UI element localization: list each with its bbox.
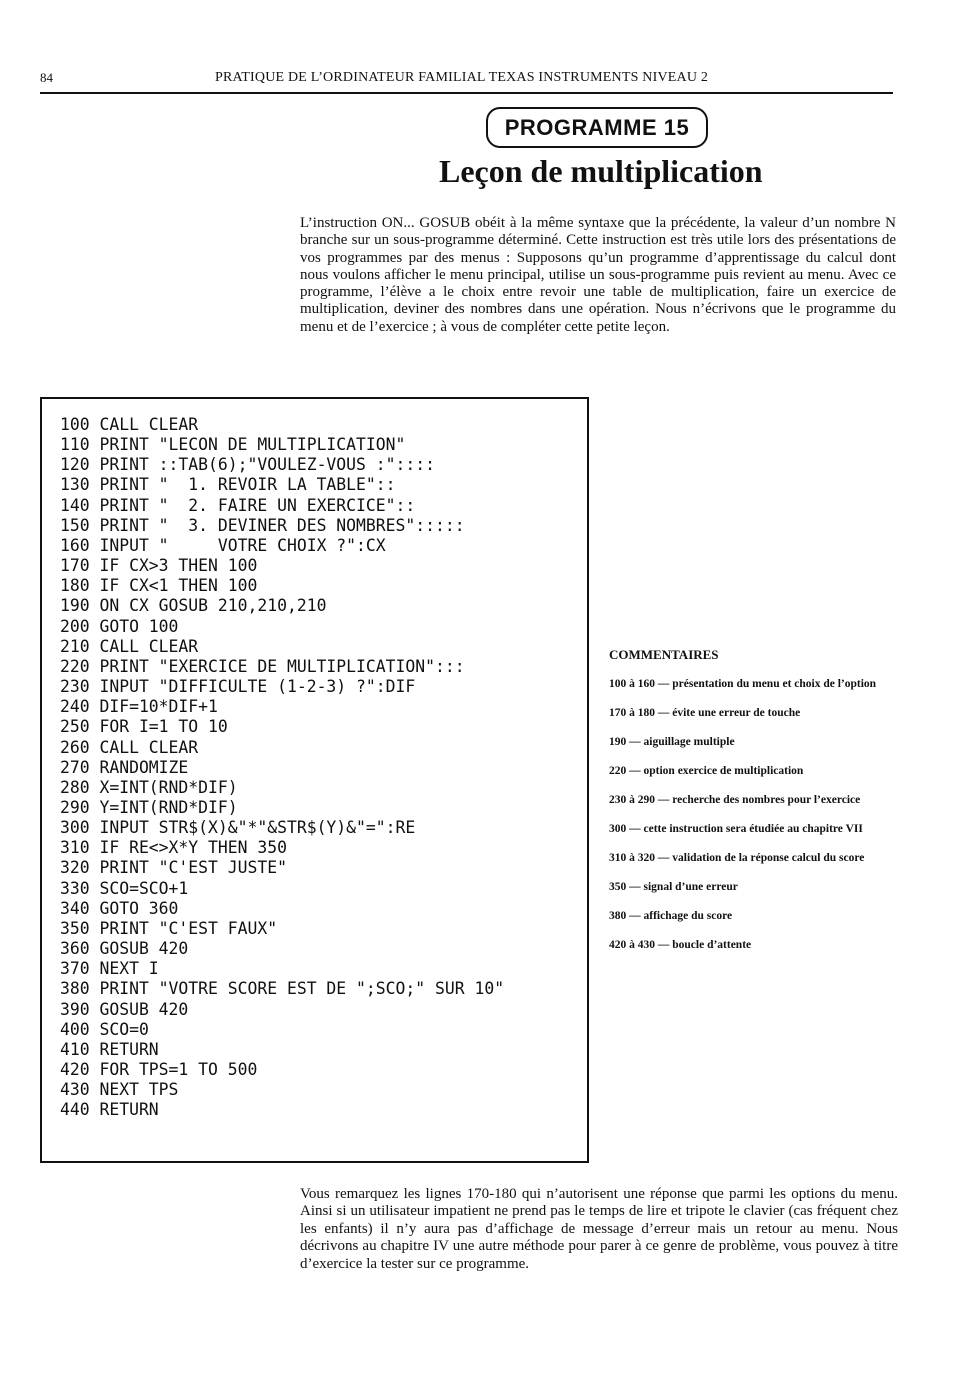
program-badge: PROGRAMME 15 xyxy=(486,107,708,148)
header-rule xyxy=(40,92,893,94)
code-line: 410 RETURN xyxy=(60,1039,159,1059)
code-line: 220 PRINT "EXERCICE DE MULTIPLICATION"::: xyxy=(60,656,465,676)
comment-item: 230 à 290 — recherche des nombres pour l’exercice xyxy=(609,794,861,806)
comment-item: 420 à 430 — boucle d’attente xyxy=(609,939,752,951)
code-line: 290 Y=INT(RND*DIF) xyxy=(60,797,238,817)
code-line: 160 INPUT " VOTRE CHOIX ?":CX xyxy=(60,535,386,555)
code-line: 330 SCO=SCO+1 xyxy=(60,878,189,898)
comment-item: 300 — cette instruction sera étudiée au chapitre VII xyxy=(609,823,863,835)
comment-item: 100 à 160 — présentation du menu et choix de l’option xyxy=(609,678,877,690)
code-line: 420 FOR TPS=1 TO 500 xyxy=(60,1060,258,1079)
page-number: 84 xyxy=(40,70,53,85)
comment-item: 220 — option exercice de multiplication xyxy=(609,765,804,777)
comments-title: COMMENTAIRES xyxy=(609,647,719,662)
code-line: 100 CALL CLEAR xyxy=(60,415,199,434)
code-line: 130 PRINT " 1. REVOIR LA TABLE":: xyxy=(60,475,396,495)
intro-paragraph: L’instruction ON... GOSUB obéit à la même syntaxe que la précédente, la valeur d’un nombre N branche sur un sous-programme déterminé. Cette instruction est très utile lors des présentations de vos programmes par des menus : Supposons qu’un programme d’apprentissage du calcul dont nous voulons afficher le menu principal, utilise un sous-programme puis revient au menu. Avec ce programme, l’élève a le choix entre revoir une table de multiplication, faire un exercice de multiplication, deviner des nombres dans une opération. Nous n’écrivons que le programme du menu et de l’exercice ; à vous de compléter cette petite leçon. xyxy=(300,215,896,335)
code-line: 250 FOR I=1 TO 10 xyxy=(60,717,228,737)
code-listing xyxy=(60,415,582,1120)
code-line: 180 IF CX<1 THEN 100 xyxy=(60,576,258,596)
code-line: 200 GOTO 100 xyxy=(60,616,179,636)
code-line: 300 INPUT STR$(X)&"*"&STR$(Y)&"=":RE xyxy=(60,818,416,838)
comment-item: 310 à 320 — validation de la réponse calcul du score xyxy=(609,852,865,864)
code-line: 430 NEXT TPS xyxy=(60,1080,179,1100)
code-line: 120 PRINT ::TAB(6);"VOULEZ-VOUS :":::: xyxy=(60,455,435,475)
comment-item: 350 — signal d’une erreur xyxy=(609,881,738,893)
code-line: 140 PRINT " 2. FAIRE UN EXERCICE":: xyxy=(60,495,416,515)
code-listing-box xyxy=(40,397,589,1163)
code-line: 190 ON CX GOSUB 210,210,210 xyxy=(60,596,327,616)
code-line: 110 PRINT "LECON DE MULTIPLICATION" xyxy=(60,435,406,455)
code-line: 170 IF CX>3 THEN 100 xyxy=(60,556,258,576)
code-line: 400 SCO=0 xyxy=(60,1019,149,1039)
code-line: 390 GOSUB 420 xyxy=(60,999,189,1019)
code-line: 270 RANDOMIZE xyxy=(60,757,189,777)
comment-item: 190 — aiguillage multiple xyxy=(609,736,735,748)
code-line: 380 PRINT "VOTRE SCORE EST DE ";SCO;" SUR 10" xyxy=(60,979,505,999)
code-line: 280 X=INT(RND*DIF) xyxy=(60,777,238,797)
closing-paragraph: Vous remarquez les lignes 170-180 qui n’autorisent une réponse que parmi les options du menu. Ainsi si un utilisateur impatient ne prend pas le temps de lire et tripote le clavier (cas fréquent chez les enfants) il n’y aura pas d’affichage de message d’erreur mais un retour au menu. Nous décrivons au chapitre IV une autre méthode pour parer à ce genre de problème, vous pouvez à titre d’exercice la tester sur ce programme. xyxy=(300,1186,898,1272)
running-title: PRATIQUE DE L’ORDINATEUR FAMILIAL TEXAS INSTRUMENTS NIVEAU 2 xyxy=(215,70,709,85)
code-line: 150 PRINT " 3. DEVINER DES NOMBRES"::::: xyxy=(60,515,465,535)
code-line: 340 GOTO 360 xyxy=(60,898,179,918)
code-line: 360 GOSUB 420 xyxy=(60,939,189,959)
code-line: 260 CALL CLEAR xyxy=(60,737,199,757)
code-line: 230 INPUT "DIFFICULTE (1-2-3) ?":DIF xyxy=(60,677,416,697)
code-line: 240 DIF=10*DIF+1 xyxy=(60,697,218,717)
lesson-title: Leçon de multiplication xyxy=(439,153,763,189)
code-line: 440 RETURN xyxy=(60,1100,159,1120)
comment-item: 380 — affichage du score xyxy=(609,910,733,922)
comment-item: 170 à 180 — évite une erreur de touche xyxy=(609,707,801,719)
code-line: 310 IF RE<>X*Y THEN 350 xyxy=(60,838,287,858)
code-line: 210 CALL CLEAR xyxy=(60,636,199,656)
comments-sidebar xyxy=(609,647,899,967)
code-line: 370 NEXT I xyxy=(60,959,159,979)
code-line: 320 PRINT "C'EST JUSTE" xyxy=(60,858,287,878)
code-line: 350 PRINT "C'EST FAUX" xyxy=(60,918,278,938)
